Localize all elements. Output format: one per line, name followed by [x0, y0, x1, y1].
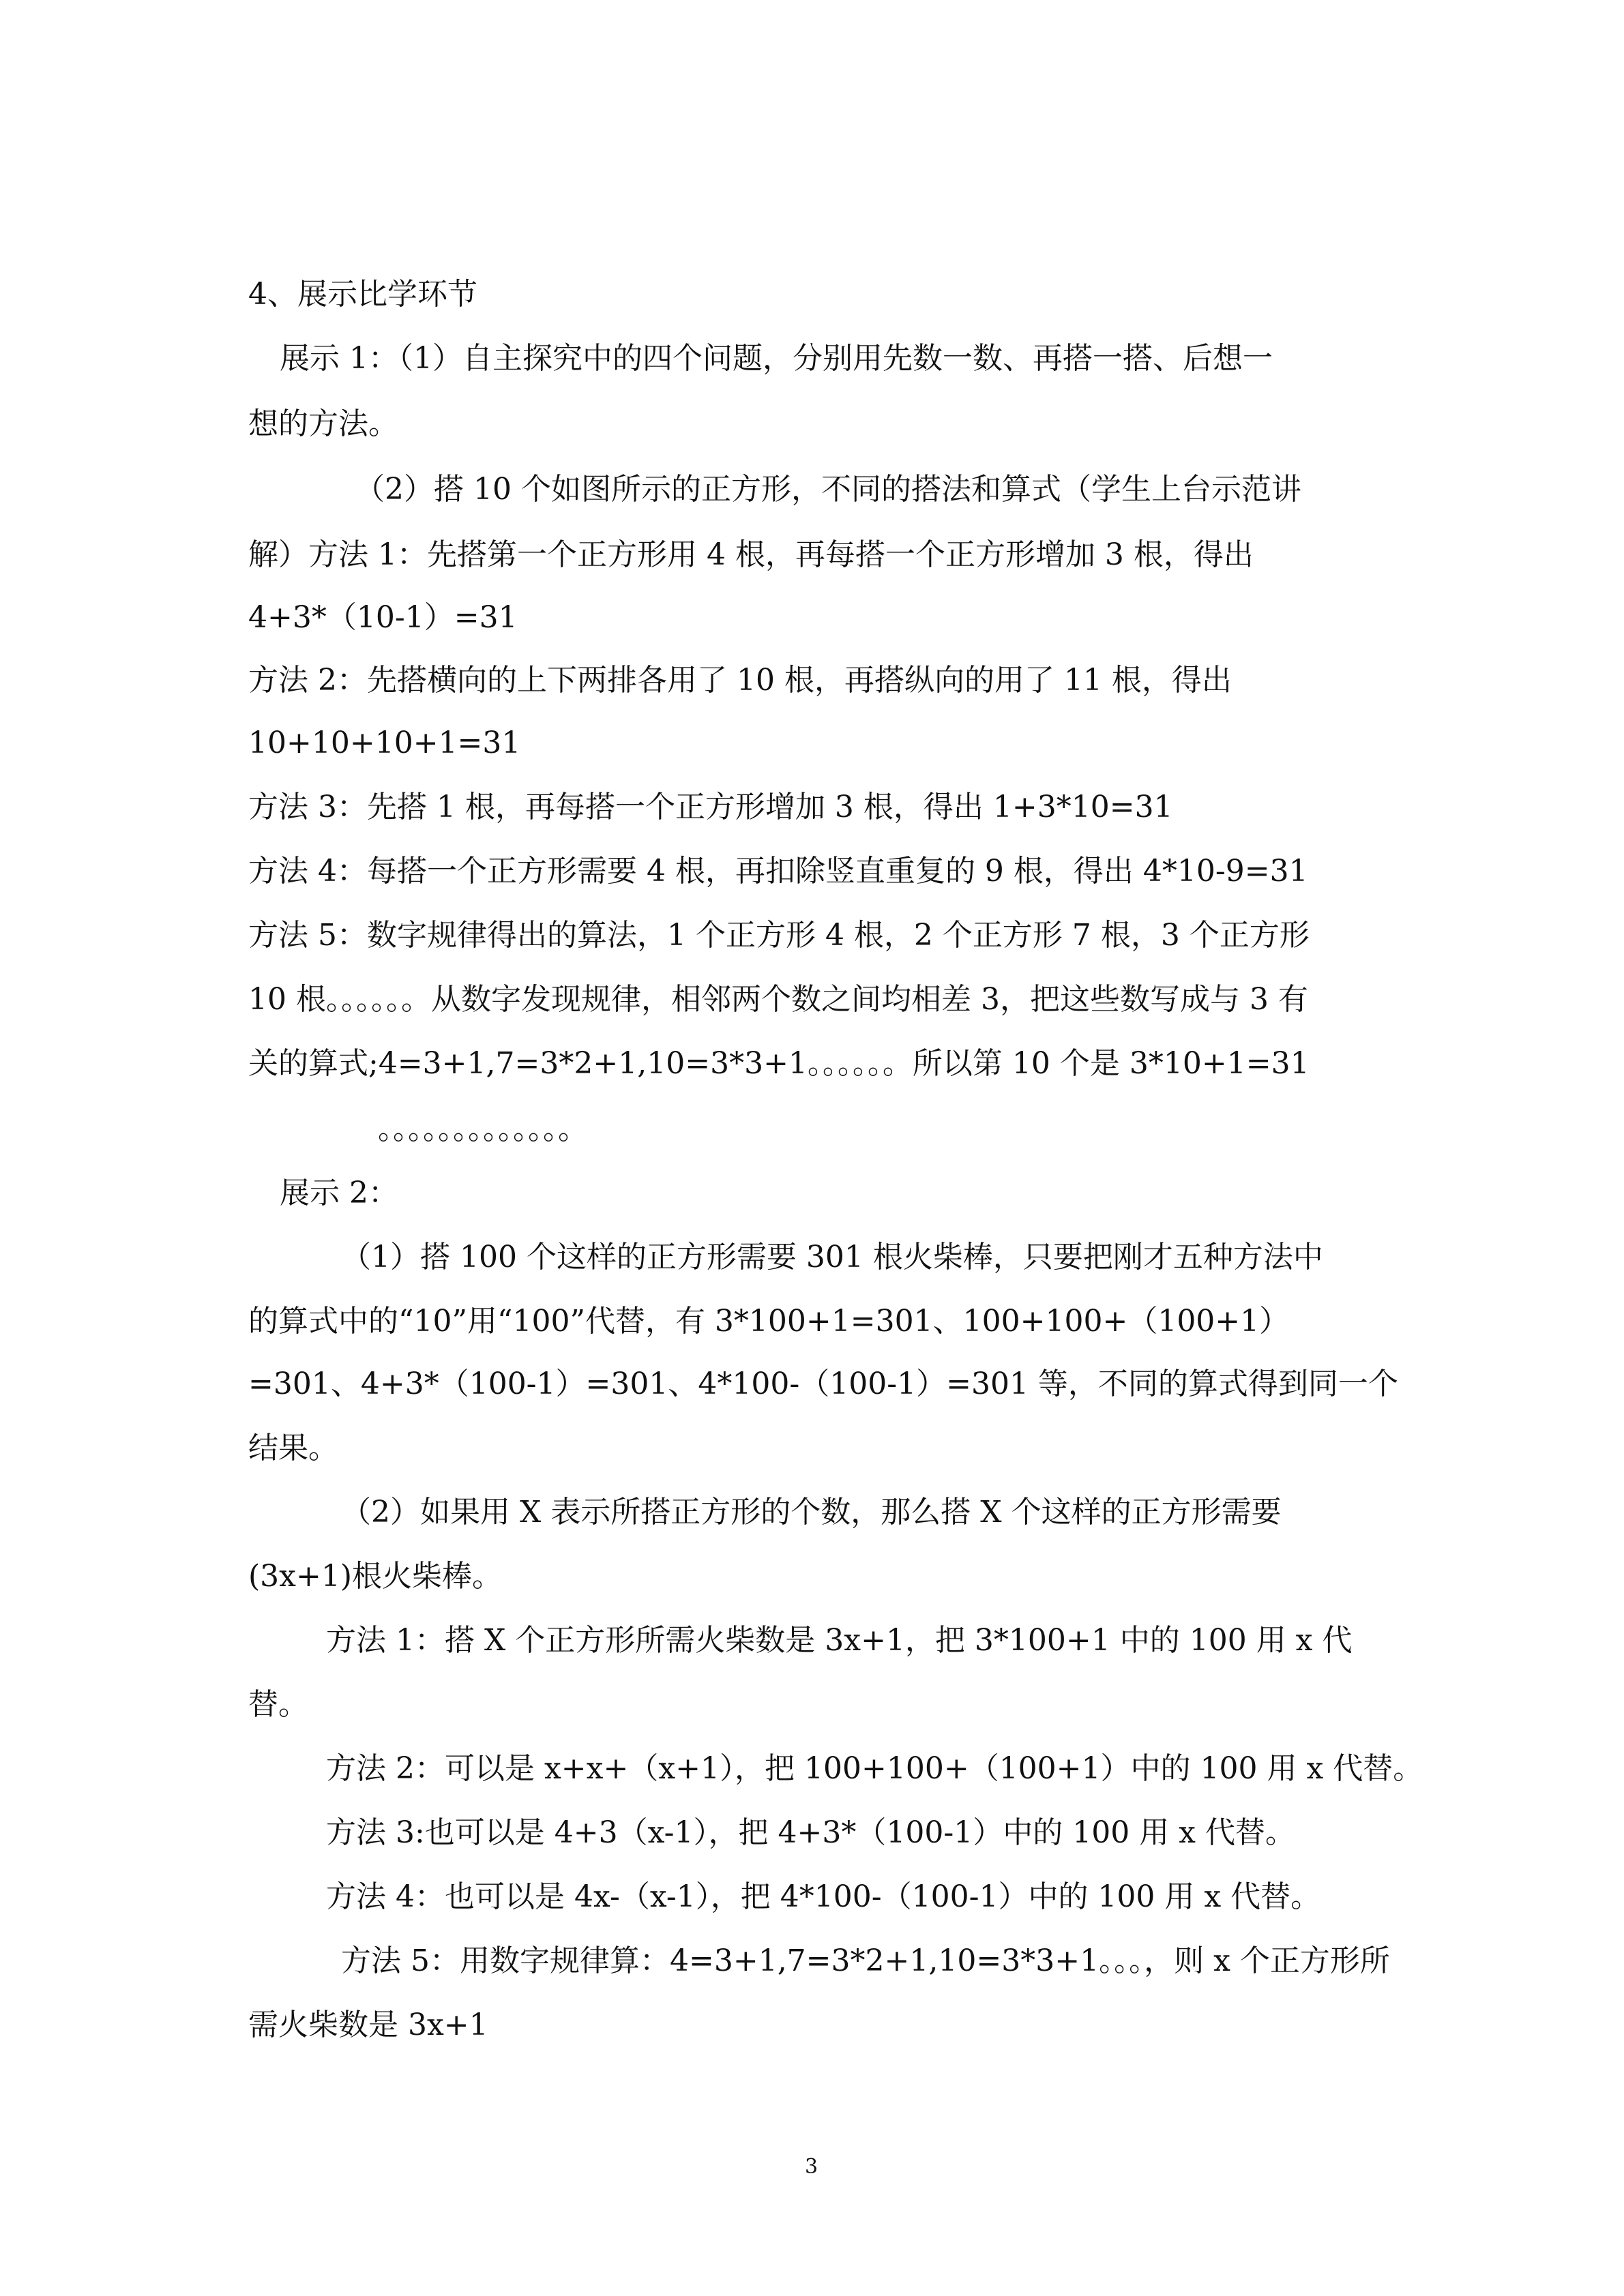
- paragraph-line: 方法 3：先搭 1 根，再每搭一个正方形增加 3 根，得出 1+3*10=31: [248, 790, 1173, 824]
- paragraph-line: 方法 3:也可以是 4+3（x-1），把 4+3*（100-1）中的 100 用 x 代替。: [326, 1815, 1295, 1850]
- paragraph-line: 10 根。。。。。。从数字发现规律，相邻两个数之间均相差 3，把这些数写成与 3 有: [248, 982, 1308, 1017]
- paragraph-line: （1）搭 100 个这样的正方形需要 301 根火柴棒，只要把刚才五种方法中: [341, 1240, 1323, 1274]
- paragraph-line: 结果。: [248, 1431, 338, 1465]
- formula-line: 4+3*（10-1）=31: [248, 600, 518, 635]
- ellipsis-line: 。。。。。。。。。。。。。: [378, 1112, 588, 1146]
- paragraph-line: 方法 2：可以是 x+x+（x+1），把 100+100+（100+1）中的 100 用 x 代替。: [326, 1751, 1423, 1786]
- paragraph-line: 方法 4：每搭一个正方形需要 4 根，再扣除竖直重复的 9 根，得出 4*10-9=31: [248, 854, 1308, 889]
- paragraph-line: 方法 4：也可以是 4x-（x-1），把 4*100-（100-1）中的 100 用 x 代替。: [326, 1879, 1321, 1914]
- paragraph-line: 的算式中的“10”用“100”代替，有 3*100+1=301、100+100+（100+1）: [248, 1304, 1290, 1339]
- paragraph-line: 需火柴数是 3x+1: [248, 2008, 488, 2042]
- paragraph-line: 替。: [248, 1687, 308, 1722]
- section-heading: 4、展示比学环节: [248, 277, 477, 312]
- paragraph-line: 想的方法。: [248, 406, 398, 441]
- paragraph-line: 方法 5：数字规律得出的算法，1 个正方形 4 根，2 个正方形 7 根，3 个正方形: [248, 918, 1310, 953]
- paragraph-line: 关的算式;4=3+1,7=3*2+1,10=3*3+1。。。。。。所以第 10 个是 3*10+1=31: [248, 1046, 1310, 1081]
- paragraph-line: 解）方法 1：先搭第一个正方形用 4 根，再每搭一个正方形增加 3 根，得出: [248, 537, 1254, 572]
- paragraph-line: （2）如果用 X 表示所搭正方形的个数，那么搭 X 个这样的正方形需要: [341, 1495, 1282, 1530]
- paragraph-line: 方法 2：先搭横向的上下两排各用了 10 根，再搭纵向的用了 11 根，得出: [248, 663, 1232, 698]
- formula-line: 10+10+10+1=31: [248, 726, 521, 760]
- paragraph-line: 方法 1：搭 X 个正方形所需火柴数是 3x+1，把 3*100+1 中的 100 用 x 代: [326, 1623, 1353, 1658]
- subheading-line: 展示 2：: [280, 1176, 398, 1210]
- paragraph-line: =301、4+3*（100-1）=301、4*100-（100-1）=301 等，不同的算式得到同一个: [248, 1367, 1398, 1401]
- paragraph-line: 展示 1：（1）自主探究中的四个问题，分别用先数一数、再搭一搭、后想一: [280, 341, 1273, 376]
- paragraph-line: (3x+1)根火柴棒。: [248, 1559, 503, 1594]
- paragraph-line: （2）搭 10 个如图所示的正方形，不同的搭法和算式（学生上台示范讲: [355, 472, 1301, 507]
- page-number: 3: [805, 2155, 818, 2179]
- paragraph-line: 方法 5：用数字规律算：4=3+1,7=3*2+1,10=3*3+1。。。，则 x 个正方形所: [341, 1943, 1390, 1978]
